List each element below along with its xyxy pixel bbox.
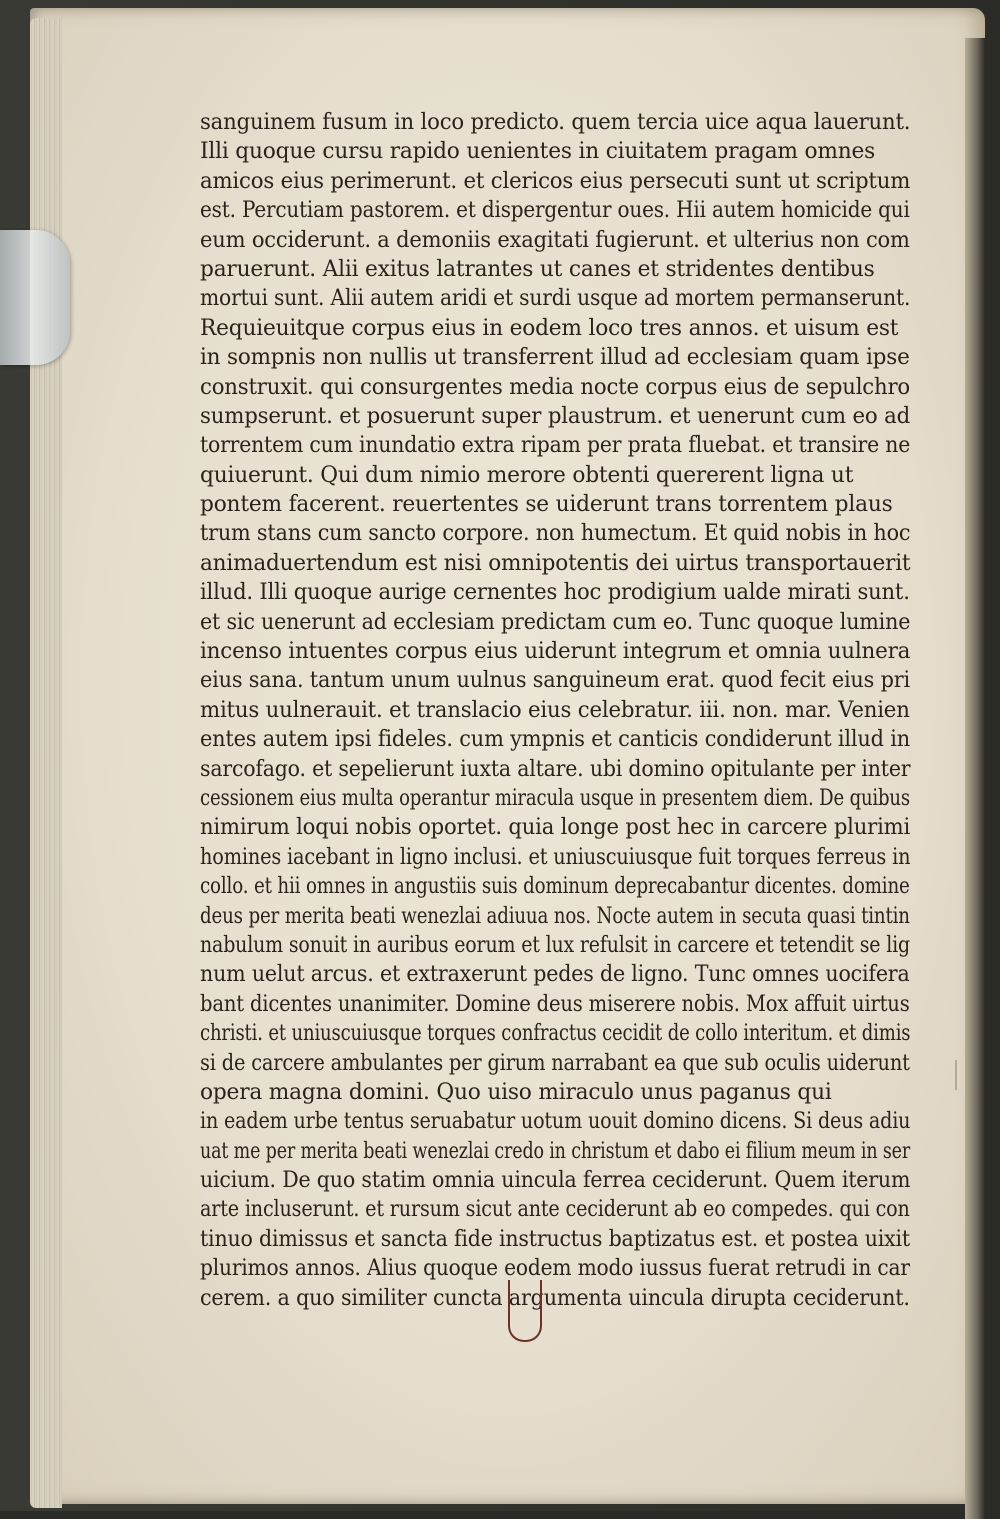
manuscript-line: mortui sunt. Alii autem aridi et surdi usque ad mortem permanserunt. [200,286,911,312]
manuscript-line: tinuo dimissus et sancta fide instructus baptizatus est. et postea uixit [200,1226,910,1252]
manuscript-text-block [200,108,920,1313]
manuscript-line: trum stans cum sancto corpore. non humectum. Et quid nobis in hoc [200,521,911,547]
manuscript-line: paruerunt. Alii exitus latrantes ut canes et stridentes dentibus [200,256,875,282]
manuscript-line: incenso intuentes corpus eius uiderunt integrum et omnia uulnera [200,639,911,665]
page-clip [0,230,70,365]
manuscript-line: Requieuitque corpus eius in eodem loco tres annos. et uisum est [200,315,899,341]
manuscript-line: nimirum loqui nobis oportet. quia longe post hec in carcere plurimi [200,815,911,841]
manuscript-line: cessionem eius multa operantur miracula usque in presentem diem. De quibus [200,785,911,811]
manuscript-line: arte incluserunt. et rursum sicut ante ceciderunt ab eo compedes. qui con [200,1197,910,1223]
manuscript-line: sumpserunt. et posuerunt super plaustrum. et uenerunt cum eo ad [200,403,911,429]
manuscript-line: deus per merita beati wenezlai adiuua nos. Nocte autem in secuta quasi tintin [200,903,910,929]
manuscript-line: in sompnis non nullis ut transferrent illud ad ecclesiam quam ipse [200,345,910,371]
manuscript-line: cerem. a quo similiter cuncta argumenta uincula dirupta ceciderunt. [200,1285,910,1311]
manuscript-line: sanguinem fusum in loco predicto. quem tercia uice aqua lauerunt. [200,110,911,135]
manuscript-line: uat me per merita beati wenezlai credo in christum et dabo ei filium meum in ser [200,1138,911,1164]
manuscript-line: opera magna domini. Quo uiso miraculo unus paganus qui [200,1079,832,1105]
margin-mark [955,1060,965,1090]
manuscript-line: entes autem ipsi fideles. cum ympnis et canticis condiderunt illud in [200,727,910,753]
manuscript-line: quiuerunt. Qui dum nimio merore obtenti quererent ligna ut [200,462,854,488]
manuscript-line: pontem facerent. reuertentes se uiderunt trans torrentem plaus [200,492,893,518]
manuscript-line: et sic uenerunt ad ecclesiam predictam cum eo. Tunc quoque lumine [200,609,911,635]
manuscript-line: num uelut arcus. et extraxerunt pedes de ligno. Tunc omnes uocifera [200,962,910,988]
manuscript-line: christi. et uniuscuiusque torques confractus cecidit de collo interitum. et dimis [200,1021,911,1047]
manuscript-line: Illi quoque cursu rapido uenientes in ciuitatem pragam omnes [200,139,876,165]
manuscript-line: collo. et hii omnes in angustiis suis dominum deprecabantur dicentes. domine [200,874,910,900]
manuscript-line: bant dicentes unanimiter. Domine deus miserere nobis. Mox affuit uirtus [200,991,910,1017]
manuscript-line: eum occiderunt. a demoniis exagitati fugierunt. et ulterius non com [200,227,910,253]
manuscript-line: sarcofago. et sepelierunt iuxta altare. ubi domino opitulante per inter [200,756,911,782]
manuscript-line: uicium. De quo statim omnia uincula ferrea ceciderunt. Quem iterum [200,1168,911,1194]
manuscript-line: illud. Illi quoque aurige cernentes hoc prodigium ualde mirati sunt. [200,580,910,606]
manuscript-line: eius sana. tantum unum uulnus sanguineum erat. quod fecit eius pri [200,668,910,694]
manuscript-line: nabulum sonuit in auribus eorum et lux refulsit in carcere et tetendit se lig [200,932,910,958]
manuscript-line: in eadem urbe tentus seruabatur uotum uouit domino dicens. Si deus adiu [200,1109,911,1135]
manuscript-line: torrentem cum inundatio extra ripam per prata fluebat. et transire ne [200,433,911,459]
manuscript-line: si de carcere ambulantes per girum narrabant ea que sub oculis uiderunt [200,1050,910,1076]
manuscript-line: mitus uulnerauit. et translacio eius celebratur. iii. non. mar. Venien [200,697,910,723]
manuscript-line: animaduertendum est nisi omnipotentis dei uirtus transportauerit [200,550,911,576]
manuscript-line: homines iacebant in ligno inclusi. et uniuscuiusque fuit torques ferreus in [200,844,911,870]
manuscript-line: est. Percutiam pastorem. et dispergentur oues. Hii autem homicide qui [200,198,910,224]
descender-flourish [508,1280,542,1342]
manuscript-line: plurimos annos. Alius quoque eodem modo iussus fuerat retrudi in car [200,1256,910,1282]
manuscript-line: construxit. qui consurgentes media nocte corpus eius de sepulchro [200,374,910,400]
manuscript-line: amicos eius perimerunt. et clericos eius persecuti sunt ut scriptum [200,168,911,194]
binding-edge [965,38,985,1519]
